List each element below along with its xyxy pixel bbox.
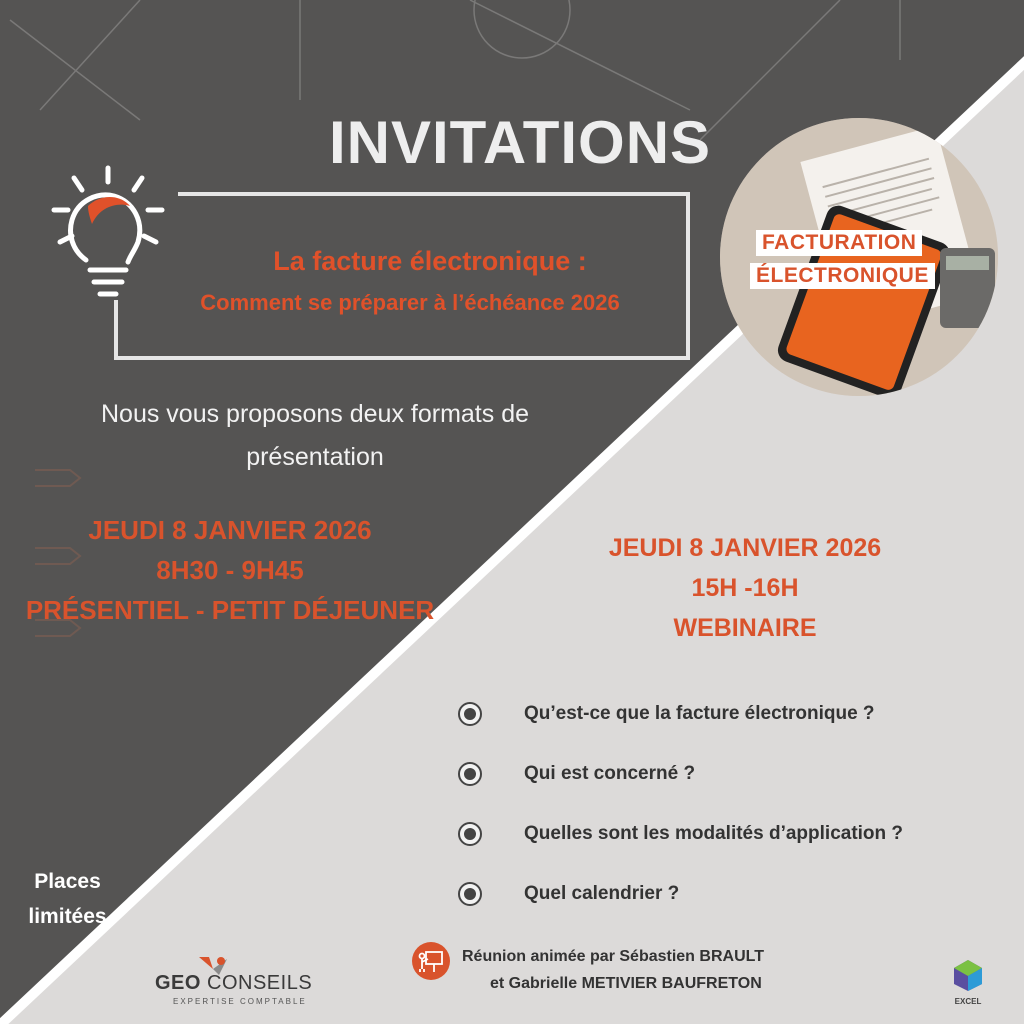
photo-label-2: ÉLECTRONIQUE — [750, 263, 935, 289]
radio-selected-icon — [458, 882, 482, 906]
frame-subtitle: Comment se préparer à l’échéance 2026 — [200, 290, 620, 315]
excel-logo-text: EXCEL — [954, 997, 982, 1006]
list-item — [452, 744, 903, 804]
left-event — [0, 510, 460, 630]
topic-text: Qu’est-ce que la facture électronique ? — [524, 703, 875, 724]
geo-conseils-logo — [155, 955, 325, 1010]
list-item — [452, 684, 903, 744]
host-line-1: Réunion animée par Sébastien BRAULT — [462, 948, 764, 965]
right-event-time: 15H -16H — [691, 574, 799, 602]
places-line-2: limitées — [28, 905, 107, 928]
frame-title: La facture électronique : — [273, 246, 587, 276]
radio-selected-icon — [458, 762, 482, 786]
topic-text: Qui est concerné ? — [524, 763, 696, 784]
list-item — [452, 864, 903, 924]
topic-text: Quel calendrier ? — [524, 883, 680, 904]
lightbulb-icon — [48, 162, 168, 302]
list-item — [452, 804, 903, 864]
left-event-date: JEUDI 8 JANVIER 2026 — [88, 515, 372, 545]
places-limited-note — [10, 864, 125, 934]
photo-label-1: FACTURATION — [756, 230, 922, 256]
cube-logo-icon — [948, 958, 988, 992]
presenter-board-icon — [412, 942, 450, 980]
right-event-date: JEUDI 8 JANVIER 2026 — [608, 534, 882, 562]
radio-selected-icon — [458, 822, 482, 846]
left-event-time: 8H30 - 9H45 — [156, 555, 304, 585]
excel-logo — [948, 958, 988, 1008]
host-line-2: et Gabrielle METIVIER BAUFRETON — [490, 975, 762, 992]
logo-conseils-text: CONSEILS — [207, 972, 313, 994]
places-line-1: Places — [34, 870, 101, 893]
radio-selected-icon — [458, 702, 482, 726]
logo-geo-text: GEO — [155, 972, 201, 994]
page-title: INVITATIONS — [328, 109, 712, 176]
topic-text: Quelles sont les modalités d’application ? — [524, 823, 904, 844]
intro-text — [30, 393, 600, 479]
intro-line-1: Nous vous proposons deux formats de — [100, 400, 529, 428]
intro-line-2: présentation — [246, 443, 384, 471]
topics-list — [452, 684, 903, 924]
host-text — [462, 943, 802, 997]
left-event-format: PRÉSENTIEL - PETIT DÉJEUNER — [25, 595, 435, 625]
invoice-photo — [720, 118, 998, 396]
logo-tagline: EXPERTISE COMPTABLE — [173, 997, 307, 1006]
right-event-format: WEBINAIRE — [673, 614, 817, 642]
right-event — [560, 528, 930, 648]
